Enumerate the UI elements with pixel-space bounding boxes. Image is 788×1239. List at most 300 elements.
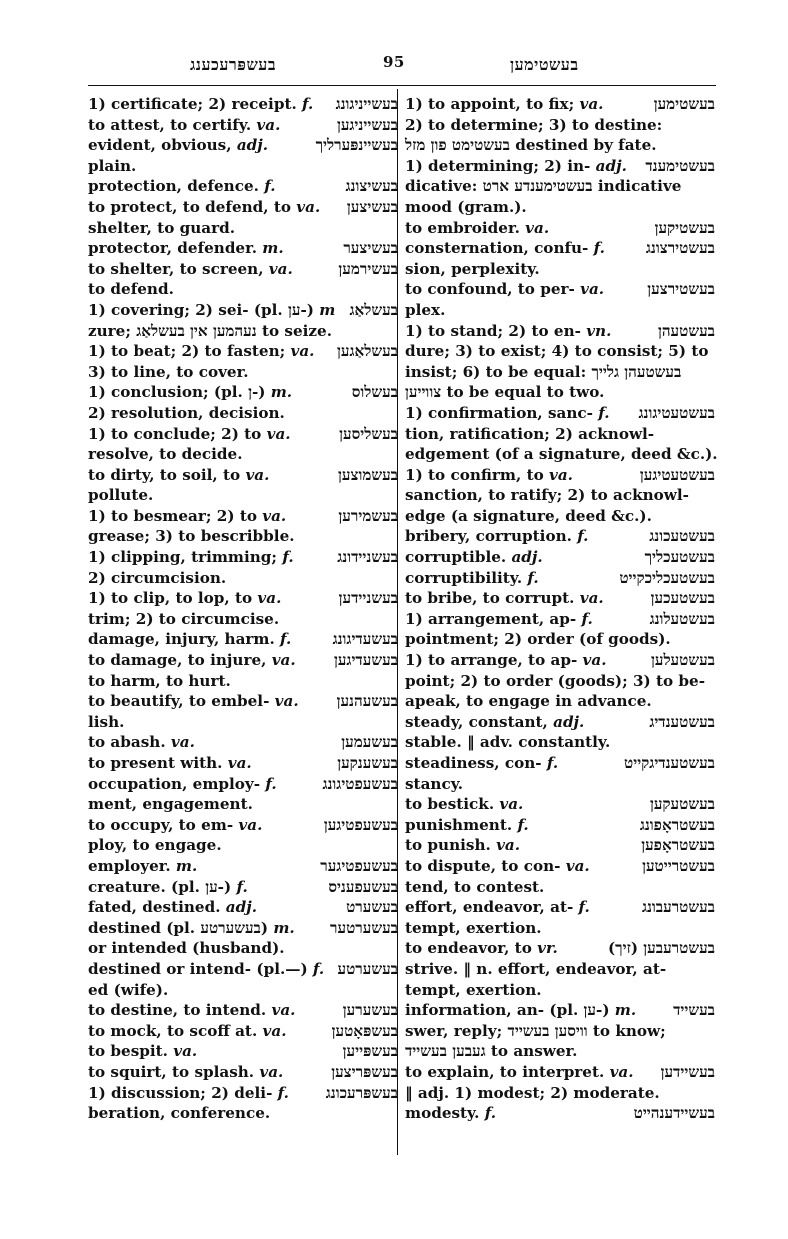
dictionary-entry [88, 547, 398, 588]
headword: בעשטעטיגונג [638, 403, 715, 422]
running-head-right: בעשטימען [510, 55, 579, 74]
entry-line [88, 547, 398, 568]
entry-line [405, 609, 715, 630]
definition-text: 1) determining; 2) in- [405, 156, 591, 175]
headword: בעשטימענד [645, 156, 715, 175]
entry-line [88, 815, 398, 836]
dictionary-entry [88, 135, 398, 176]
definition-text: protector, defender. [88, 239, 257, 258]
definition-text: 1) to beat; 2) to fasten; [88, 342, 286, 361]
grammar-label: va. [560, 856, 590, 875]
definition-text: ploy, to engage. [88, 836, 222, 855]
definition-text: fated, destined. [88, 898, 221, 917]
dictionary-entry [405, 794, 715, 815]
dictionary-entry [405, 1000, 715, 1062]
grammar-label: va. [167, 1042, 198, 1061]
definition-text: to squirt, to splash. [88, 1062, 255, 1081]
entry-line [88, 1041, 398, 1062]
headword: בעשטרעבען (זיך) [607, 939, 715, 958]
grammar-label: m [313, 300, 336, 319]
entry-line [88, 856, 398, 877]
definition-text: to endeavor, to [405, 939, 532, 958]
definition-text: 1) to arrange, to ap- [405, 651, 578, 670]
entry-line [88, 980, 398, 1001]
definition-text: creature. (pl. ען-) [88, 877, 232, 896]
definition-text: געבען בעשייד to answer. [405, 1042, 578, 1061]
entry-line [88, 238, 398, 259]
entry-line [405, 959, 715, 980]
definition-text: dicative: בעשטימענדע ארט indicative [405, 177, 682, 196]
dictionary-entry [405, 403, 718, 465]
dictionary-entry [88, 815, 398, 856]
definition-text: tion, ratification; 2) acknowl- [405, 424, 655, 443]
definition-text: protection, defence. [88, 177, 259, 196]
entry-line [88, 424, 398, 445]
entry-line [405, 176, 715, 197]
definition-text: mood (gram.). [405, 197, 527, 216]
dictionary-entry [88, 115, 398, 136]
definition-text: corruptibility. [405, 568, 523, 587]
definition-text: to dirty, to soil, to [88, 465, 241, 484]
grammar-label: f. [571, 527, 589, 546]
headword: בעשמירען [338, 506, 398, 525]
definition-text: 1) to appoint, to fix; [405, 95, 575, 113]
headword: בעשיצער [343, 239, 398, 258]
entry-line [405, 691, 715, 712]
dictionary-entry [405, 815, 715, 836]
dictionary-entry [88, 691, 398, 732]
entry-line [405, 94, 715, 115]
entry-line [405, 1000, 715, 1021]
definition-text: trim; 2) to circumcise. [88, 609, 280, 628]
grammar-label: f. [512, 815, 529, 834]
grammar-label: va. [257, 1021, 287, 1040]
definition-text: צווייען to be equal to two. [405, 383, 605, 402]
definition-text: swer, reply; וויסען בעשייד to know; [405, 1021, 666, 1040]
header-rule [88, 85, 716, 86]
definition-text: sanction, to ratify; 2) to acknowl- [405, 486, 689, 505]
definition-text: 3) to line, to cover. [88, 362, 249, 381]
headword: בעשייד [673, 1001, 715, 1020]
headword: בעשטעטיגען [639, 465, 715, 484]
dictionary-entry [88, 424, 398, 465]
grammar-label: f. [588, 239, 605, 258]
headword: בעשטענדיג [649, 712, 715, 731]
dictionary-entry [405, 321, 715, 403]
grammar-label: va. [574, 589, 604, 608]
headword: בעשעהנען [336, 692, 398, 711]
entry-line [88, 1062, 398, 1083]
dictionary-entry [88, 629, 398, 650]
definition-text: bribery, corruption. [405, 527, 572, 546]
definition-text: tempt, exertion. [405, 980, 542, 999]
headword: בעשמוצען [338, 465, 398, 484]
headword: בעשטיקען [654, 218, 715, 237]
entry-line [88, 403, 398, 424]
definition-text: corruptible. [405, 548, 507, 567]
definition-text: edge (a signature, deed &c.). [405, 506, 652, 525]
grammar-label: va. [266, 651, 296, 670]
definition-text: tempt, exertion. [405, 918, 542, 937]
headword: בעשטעכען [650, 589, 715, 608]
definition-text: to shelter, to screen, [88, 259, 264, 278]
dictionary-entry [405, 465, 715, 527]
dictionary-entry [88, 897, 398, 918]
definition-text: plain. [88, 156, 137, 175]
definition-text: evident, obvious, [88, 136, 232, 155]
headword: בעשטעלען [650, 651, 715, 670]
definition-text: 1) conclusion; (pl. ן-) [88, 383, 266, 402]
grammar-label: f. [258, 177, 276, 196]
entry-line [405, 897, 715, 918]
definition-text: pointment; 2) order (of goods). [405, 630, 671, 649]
grammar-label: va. [285, 342, 315, 361]
entry-line [405, 1021, 715, 1042]
headword: בעשעמען [341, 733, 398, 752]
entry-line [405, 526, 715, 547]
headword: בעשטרייטען [642, 856, 715, 875]
grammar-label: va. [266, 1001, 296, 1020]
grammar-label: va. [574, 95, 604, 113]
entry-line [405, 424, 715, 445]
dictionary-entry [405, 1103, 715, 1124]
definition-text: to punish. [405, 836, 491, 855]
dictionary-entry [405, 609, 715, 650]
headword: בעשיידען [660, 1062, 715, 1081]
dictionary-entry [88, 918, 398, 959]
entry-line [405, 732, 715, 753]
entry-line [88, 712, 398, 733]
headword: בעשטימען [653, 95, 715, 113]
definition-text: consternation, confu- [405, 239, 589, 258]
definition-text: בעשטימט פון מזל destined by fate. [405, 136, 657, 155]
definition-text: beration, conference. [88, 1104, 271, 1123]
right-column [405, 94, 718, 1124]
dictionary-entry [405, 938, 715, 1000]
entry-line [405, 938, 715, 959]
grammar-label: va. [574, 280, 605, 299]
entry-line [405, 115, 715, 136]
dictionary-entry [88, 1062, 398, 1083]
entry-line [88, 135, 398, 156]
grammar-label: f. [296, 95, 314, 113]
definition-text: to bestick. [405, 795, 495, 814]
dictionary-entry [88, 506, 398, 547]
dictionary-entry [405, 218, 715, 239]
entry-line [88, 341, 398, 362]
definition-text: 1) discussion; 2) deli- [88, 1083, 273, 1102]
grammar-label: f. [573, 898, 590, 917]
headword: בעשייניגען [336, 115, 398, 134]
headword: בעשטעהן [657, 321, 715, 340]
definition-text: to beautify, to embel- [88, 692, 270, 711]
headword: בעשפּייען [342, 1042, 398, 1061]
definition-text: destined (pl. בעשערטע) [88, 918, 269, 937]
headword: בעשפּרעכונג [325, 1083, 398, 1102]
dictionary-entry [405, 547, 715, 568]
definition-text: plex. [405, 300, 446, 319]
entry-line [405, 918, 715, 939]
definition-text: zure; נעהמען אין בעשלאַג to seize. [88, 321, 332, 340]
entry-line [88, 444, 398, 465]
definition-text: 1) to besmear; 2) to [88, 506, 257, 525]
definition-text: destined or intend- (pl.—) [88, 959, 308, 978]
headword: בעשעפטיגער [320, 856, 398, 875]
definition-text: 1) to stand; 2) to en- [405, 321, 581, 340]
entry-line [88, 588, 398, 609]
entry-line [88, 506, 398, 527]
entry-line [405, 712, 715, 733]
definition-text: edgement (of a signature, deed &c.). [405, 445, 718, 464]
definition-text: to protect, to defend, to [88, 197, 291, 216]
dictionary-entry [88, 588, 398, 629]
entry-line [88, 774, 398, 795]
entry-line [405, 259, 715, 280]
definition-text: ‖ adj. 1) modest; 2) moderate. [405, 1083, 660, 1102]
entry-line [88, 794, 398, 815]
headword: בעשלאַג [349, 300, 398, 319]
entry-line [405, 382, 715, 403]
running-head-left: בעשפּרעכענג [190, 55, 277, 74]
headword: בעשיינפּערליך [315, 136, 398, 155]
entry-line [88, 526, 398, 547]
left-column [88, 94, 398, 1124]
grammar-label: f. [592, 403, 610, 422]
entry-line [405, 629, 715, 650]
entry-line [405, 753, 715, 774]
definition-text: resolve, to decide. [88, 445, 243, 464]
grammar-label: va. [604, 1062, 634, 1081]
dictionary-entry [405, 856, 715, 897]
entry-line [405, 877, 715, 898]
grammar-label: vn. [580, 321, 612, 340]
definition-text: 2) circumcision. [88, 568, 227, 587]
grammar-label: va. [256, 506, 287, 525]
definition-text: strive. ‖ n. effort, endeavor, at- [405, 959, 667, 978]
entry-line [405, 362, 715, 383]
dictionary-entry [88, 94, 398, 115]
grammar-label: va. [519, 218, 550, 237]
grammar-label: f. [307, 959, 325, 978]
headword: בעשטעקען [649, 795, 715, 814]
definition-text: punishment. [405, 815, 513, 834]
headword: בעשעפטיגונג [322, 774, 398, 793]
definition-text: or intended (husband). [88, 939, 285, 958]
entry-line [405, 815, 715, 836]
headword: בעשטעלונג [649, 609, 715, 628]
headword: בעשעפעניס [328, 877, 398, 896]
grammar-label: m. [609, 1001, 637, 1020]
dictionary-entry [88, 259, 398, 300]
entry-line [405, 403, 715, 424]
grammar-label: va. [233, 815, 263, 834]
entry-line [405, 650, 715, 671]
dictionary-entry [88, 856, 398, 877]
entry-line [405, 671, 715, 692]
dictionary-entry [405, 279, 715, 320]
entry-line [405, 568, 715, 589]
entry-line [88, 629, 398, 650]
dictionary-entry [88, 753, 398, 774]
headword: בעשייניגונג [335, 95, 398, 113]
definition-text: 1) certificate; 2) receipt. [88, 95, 297, 113]
definition-text: grease; 3) to bescribble. [88, 527, 295, 546]
definition-text: 1) to clip, to lop, to [88, 589, 253, 608]
grammar-label: va. [543, 465, 573, 484]
definition-text: to harm, to hurt. [88, 671, 231, 690]
definition-text: steadiness, con- [405, 754, 542, 772]
entry-line [88, 156, 398, 177]
entry-line [88, 300, 398, 321]
headword: בעשערען [342, 1001, 398, 1020]
headword: בעשניידען [338, 589, 398, 608]
grammar-label: m. [170, 856, 198, 875]
grammar-label: m. [257, 239, 284, 258]
headword: בעשטעכליכקייט [619, 568, 715, 587]
entry-line [88, 321, 398, 342]
dictionary-entry [88, 197, 398, 238]
entry-line [405, 1041, 715, 1062]
entry-line [88, 485, 398, 506]
headword: בעשטראָפונג [639, 815, 715, 834]
entry-line [88, 259, 398, 280]
dictionary-entry [405, 156, 715, 218]
headword: בעשטענדיגקייט [624, 754, 715, 772]
entry-line [88, 1103, 398, 1124]
entry-line [88, 1000, 398, 1021]
headword: בעשטירצונג [645, 239, 715, 258]
definition-text: lish. [88, 712, 125, 731]
entry-line [88, 115, 398, 136]
entry-line [405, 321, 715, 342]
definition-text: to destine, to intend. [88, 1001, 267, 1020]
definition-text: to abash. [88, 733, 166, 752]
definition-text: to attest, to certify. [88, 115, 252, 134]
dictionary-entry [405, 1062, 715, 1103]
grammar-label: f. [576, 609, 593, 628]
definition-text: to bespit. [88, 1042, 168, 1061]
headword: בעשלוס [351, 383, 398, 402]
grammar-label: va. [165, 733, 195, 752]
definition-text: point; 2) to order (goods); 3) to be- [405, 671, 706, 690]
definition-text: 2) to determine; 3) to destine: [405, 115, 663, 134]
dictionary-entry [88, 877, 398, 898]
headword: בעשטרעבונג [641, 898, 715, 917]
dictionary-entry [88, 1000, 398, 1021]
entry-line [88, 465, 398, 486]
grammar-label: va. [269, 692, 299, 711]
dictionary-entry [88, 774, 398, 815]
headword: בעשיצען [346, 197, 398, 216]
grammar-label: f. [272, 1083, 289, 1102]
grammar-label: va. [252, 589, 282, 608]
entry-line [405, 588, 715, 609]
dictionary-entry [88, 1041, 398, 1062]
entry-line [88, 835, 398, 856]
definition-text: tend, to contest. [405, 877, 545, 896]
dictionary-entry [88, 650, 398, 691]
entry-line [405, 341, 715, 362]
dictionary-entry [405, 238, 715, 279]
definition-text: to damage, to injure, [88, 651, 267, 670]
headword: בעשיצונג [345, 177, 398, 196]
dictionary-entry [88, 341, 398, 382]
dictionary-entry [88, 1021, 398, 1042]
grammar-label: f. [541, 754, 559, 772]
definition-text: to mock, to scoff at. [88, 1021, 258, 1040]
grammar-label: f. [277, 548, 294, 567]
definition-text: to present with. [88, 754, 223, 772]
dictionary-entry [88, 382, 398, 423]
headword: בעשפּאָטען [331, 1021, 398, 1040]
entry-line [88, 938, 398, 959]
definition-text: damage, injury, harm. [88, 630, 275, 649]
page-number: 95 [383, 53, 405, 71]
headword: בעשליסען [339, 424, 398, 443]
grammar-label: f. [522, 568, 539, 587]
entry-line [405, 465, 715, 486]
definition-text: steady, constant, [405, 712, 548, 731]
definition-text: to bribe, to corrupt. [405, 589, 575, 608]
definition-text: stancy. [405, 774, 464, 793]
entry-line [88, 877, 398, 898]
grammar-label: va. [251, 115, 281, 134]
grammar-label: va. [261, 424, 291, 443]
headword: בעשפּריצען [331, 1062, 398, 1081]
headword: בעשיידענהייט [633, 1104, 715, 1123]
definition-text: effort, endeavor, at- [405, 898, 574, 917]
headword: בעשערטע [337, 959, 398, 978]
dictionary-entry [88, 300, 398, 341]
grammar-label: adj. [220, 898, 258, 917]
entry-line [405, 135, 715, 156]
definition-text: ment, engagement. [88, 795, 253, 814]
entry-line [405, 197, 715, 218]
headword: בעשערטער [330, 918, 398, 937]
headword: בעשעדיגונג [332, 630, 398, 649]
grammar-label: adj. [547, 712, 585, 731]
definition-text: sion, perplexity. [405, 259, 540, 278]
headword: בעשערט [346, 898, 398, 917]
grammar-label: adj. [231, 136, 269, 155]
headword: בעשטעכליך [644, 548, 715, 567]
definition-text: apeak, to engage in advance. [405, 692, 652, 711]
dictionary-entry [88, 176, 398, 197]
grammar-label: f. [274, 630, 292, 649]
grammar-label: va. [494, 795, 524, 814]
entry-line [88, 176, 398, 197]
grammar-label: va. [254, 1062, 284, 1081]
entry-line [88, 732, 398, 753]
grammar-label: vr. [531, 939, 558, 958]
dictionary-entry [405, 568, 715, 589]
definition-text: 1) to confirm, to [405, 465, 544, 484]
entry-line [405, 279, 715, 300]
dictionary-entry [405, 753, 715, 794]
dictionary-entry [88, 238, 398, 259]
definition-text: 1) to conclude; 2) to [88, 424, 262, 443]
entry-line [88, 218, 398, 239]
entry-line [88, 1083, 398, 1104]
entry-line [405, 300, 715, 321]
dictionary-entry [88, 959, 398, 1000]
headword: בעשלאַגען [336, 342, 398, 361]
dictionary-entry [405, 712, 715, 753]
headword: בעשעפטיגען [323, 815, 398, 834]
entry-line [88, 362, 398, 383]
dictionary-entry [405, 94, 715, 156]
entry-line [88, 918, 398, 939]
